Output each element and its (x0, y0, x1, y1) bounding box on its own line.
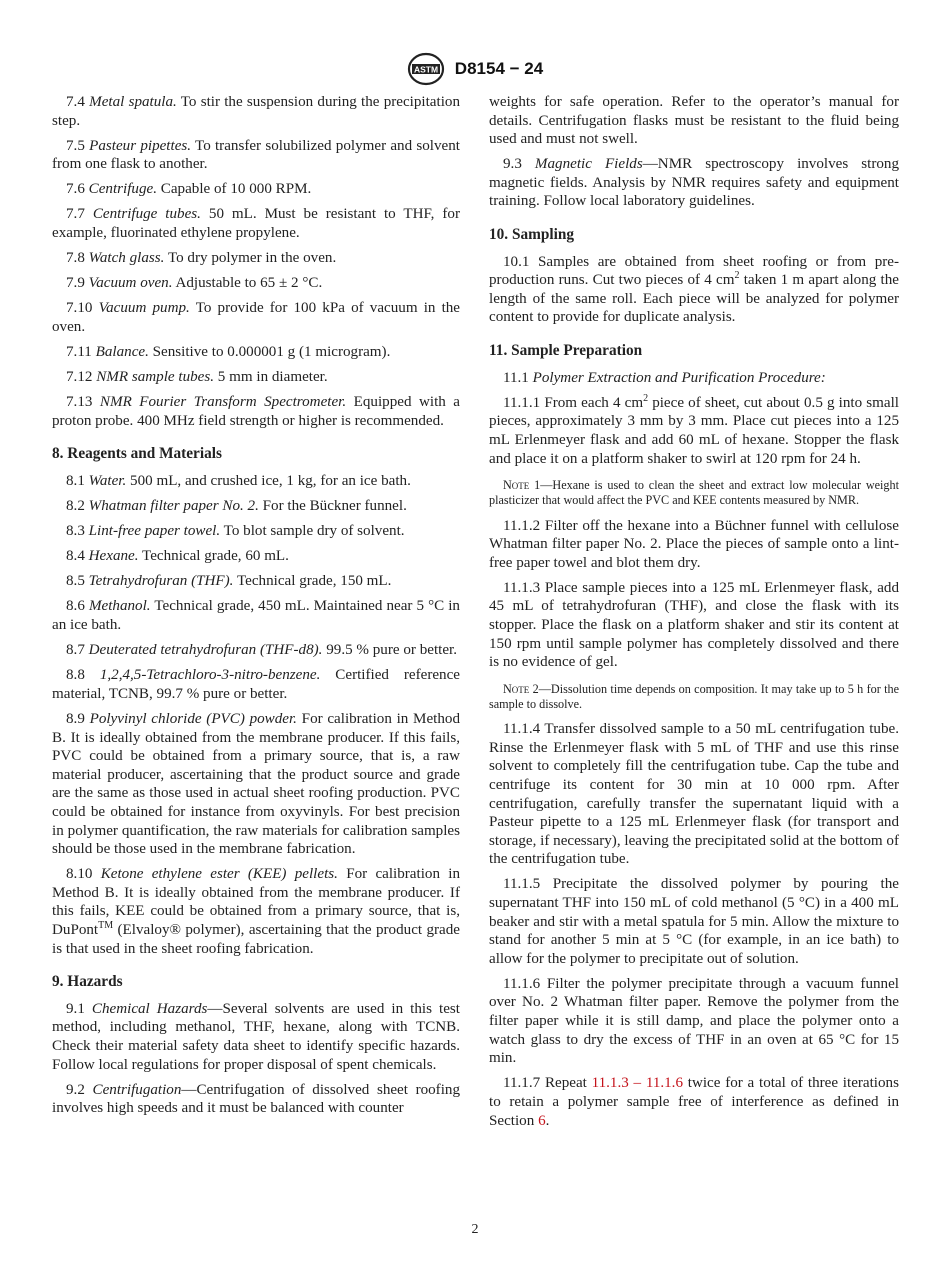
section-8-3: 8.3 Lint-free paper towel. To blot sample dry of solvent. (66, 523, 405, 540)
section-8-4: 8.4 Hexane. Technical grade, 60 mL. (66, 548, 289, 565)
section-8-7: 8.7 Deuterated tetrahydrofuran (THF-d8). 99.5 % pure or better. (66, 642, 457, 659)
section-8-5: 8.5 Tetrahydrofuran (THF). Technical grade, 150 mL. (66, 573, 392, 590)
section-9-1: 9.1 Chemical Hazards—Several solvents are used in this test method, including methanol, THF, hexane, along with TCNB. Check their material safety data sheet to identify specific hazards. Follow local regulations for proper disposal of spent chemicals. (52, 1000, 460, 1073)
link-11-1-6[interactable]: 11.1.6 (645, 1075, 684, 1092)
section-7-10: 7.10 Vacuum pump. To provide for 100 kPa of vacuum in the oven. (52, 300, 461, 335)
link-section-6[interactable]: 6 (538, 1112, 546, 1129)
section-11-1-1: 11.1.1 From each 4 $cm^2$ piece of sheet, cut about 0.5 g into small pieces, approximately 3 mm by 3 mm. Place cut pieces into a 125 mL Erlenmeyer flask and add 60 mL of hexane. Stopper the flask and place it on a platform shaker to swirl at 120 rpm for 24 h. (489, 392, 899, 467)
logo-text: ASTM (413, 64, 438, 75)
note-2: Note 2—Dissolution time depends on composition. It may take up to 5 h for the sample to dissolve. (489, 681, 900, 711)
section-7-8: 7.8 Watch glass. To dry polymer in the oven. (66, 250, 337, 267)
section-11-1-2: 11.1.2 Filter off the hexane into a Büchner funnel with cellulose Whatman filter paper No. 2. Place the pieces of sample onto a lint-free paper towel and blot them dry. (489, 517, 899, 571)
heading-hazards: 9. Hazards (52, 973, 123, 991)
section-8-6: 8.6 Methanol. Technical grade, 450 mL. Maintained near 5 °C in an ice bath. (52, 598, 460, 634)
left-column (52, 93, 460, 1124)
page-header (0, 52, 950, 86)
section-8-10: 8.10 Ketone ethylene ester (KEE) pellets. For calibration in Method B. It is ideally obtained from the membrane producer. If this fails, KEE could be obtained from a primary source, that is, DuPont™ (Elvaloy® polymer), ascertaining that the product grade is that used in the sheet roofing fabrication. (52, 866, 461, 957)
section-7-7: 7.7 Centrifuge tubes. 50 mL. Must be resistant to THF, for example, fluorinated ethylene propylene. (52, 206, 460, 242)
document-id: D8154 − 24 (454, 59, 544, 78)
right-column (489, 93, 899, 1137)
section-7-6: 7.6 Centrifuge. Capable of 10 000 RPM. (66, 181, 312, 198)
section-11-1-6: 11.1.6 Filter the polymer precipitate through a vacuum funnel over No. 2 Whatman filter paper. Remove the polymer from the filter paper while it is still damp, and place the polymer onto a watch glass to dry the excess of THF in an oven at 65 °C for 15 min. (489, 975, 899, 1067)
section-8-2: 8.2 Whatman filter paper No. 2. For the Bückner funnel. (66, 498, 407, 515)
section-9-2-continued: weights for safe operation. Refer to the operator’s manual for details. Centrifugation flasks must be resistant to the fluid being used and must not swell. (489, 94, 899, 148)
astm-logo-icon (407, 52, 445, 86)
section-7-12: 7.12 NMR sample tubes. 5 mm in diameter. (66, 369, 328, 386)
note-1: Note 1—Hexane is used to clean the sheet and extract low molecular weight plasticizer that would affect the PVC and KEE contents measured by NMR. (489, 478, 900, 508)
link-11-1-3[interactable]: 11.1.3 (591, 1075, 629, 1092)
section-11-1-7: 11.1.7 Repeat 11.1.3 – 11.1.6 twice for a total of three iterations to retain a polymer sample free of interference as defined in Section 6. (489, 1075, 899, 1129)
section-8-9: 8.9 Polyvinyl chloride (PVC) powder. For calibration in Method B. It is ideally obtained from the membrane producer. If this fails, PVC could be obtained from a primary source, that is, a raw material producer, ascertaining that the product source and grade are the same as those used in actual sheet roofing production. PVC could be obtained for instance from oxyvinyls. For best precision in polymer quantification, the raw materials for calibration samples should be those used in the membrane fabrication. (52, 710, 460, 858)
section-10-1: 10.1 Samples are obtained from sheet roofing or from pre-production runs. Cut two pieces of 4 $cm^2$ taken 1 m apart along the length of the same roll. Each piece will be analyzed for polymer content to provide for duplicate analysis. (489, 253, 899, 326)
section-7-9: 7.9 Vacuum oven. Adjustable to 65 ± 2 °C. (66, 275, 323, 292)
section-9-2: 9.2 Centrifugation—Centrifugation of dissolved sheet roofing involves high speeds and it must be balanced with counter (52, 1081, 460, 1117)
section-11-1-4: 11.1.4 Transfer dissolved sample to a 50 mL centrifugation tube. Rinse the Erlenmeyer flask with 5 mL of THF and use this rinse solvent to completely fill the centrifugation tube. Cap the tube and centrifuge its content for 30 min at 10 000 rpm. After centrifugation, carefully transfer the supernatant liquid with a Pasteur pipette to a 125 mL Erlenmeyer flask (for transport and storage, if necessary), leaving the precipitated solid at the bottom of the centrifugation tube. (489, 721, 899, 868)
section-8-8: 8.8 1,2,4,5-Tetrachloro-3-nitro-benzene. Certified reference material, TCNB, 99.7 % pure or better. (52, 667, 461, 702)
section-11-1: 11.1 Polymer Extraction and Purification Procedure: (503, 369, 826, 386)
heading-sampling: 10. Sampling (489, 226, 575, 244)
section-8-1: 8.1 Water. 500 mL, and crushed ice, 1 kg, for an ice bath. (66, 473, 411, 489)
section-11-1-5: 11.1.5 Precipitate the dissolved polymer by pouring the supernatant THF into 150 mL of cold methanol (5 °C) in a 400 mL beaker and stir with a metal spatula for 5 min. Allow the mixture to stand for another 5 min at 5 °C (for example, in an ice bath) to allow for the polymer to precipitate out of solution. (489, 876, 899, 967)
section-9-3: 9.3 Magnetic Fields—NMR spectroscopy involves strong magnetic fields. Analysis by NMR requires safety and equipment training. Follow local laboratory guidelines. (489, 156, 899, 210)
section-7-13: 7.13 NMR Fourier Transform Spectrometer. Equipped with a proton probe. 400 MHz field strength or higher is recommended. (52, 394, 460, 429)
section-11-1-3: 11.1.3 Place sample pieces into a 125 mL Erlenmeyer flask, add 45 mL of tetrahydrofuran (THF), and close the flask with its stopper. Place the flask on a platform shaker and stir its content at 150 rpm until sample polymer has completely dissolved and there is no evidence of gel. (489, 579, 899, 671)
heading-reagents: 8. Reagents and Materials (52, 445, 222, 463)
section-7-5: 7.5 Pasteur pipettes. To transfer solubilized polymer and solvent from one flask to another. (52, 137, 460, 173)
page-number: 2 (471, 1222, 479, 1237)
section-7-4: 7.4 Metal spatula. To stir the suspension during the precipitation step. (52, 94, 460, 129)
section-7-11: 7.11 Balance. Sensitive to 0.000001 g (1 microgram). (66, 344, 391, 361)
heading-sample-preparation: 11. Sample Preparation (489, 342, 643, 360)
